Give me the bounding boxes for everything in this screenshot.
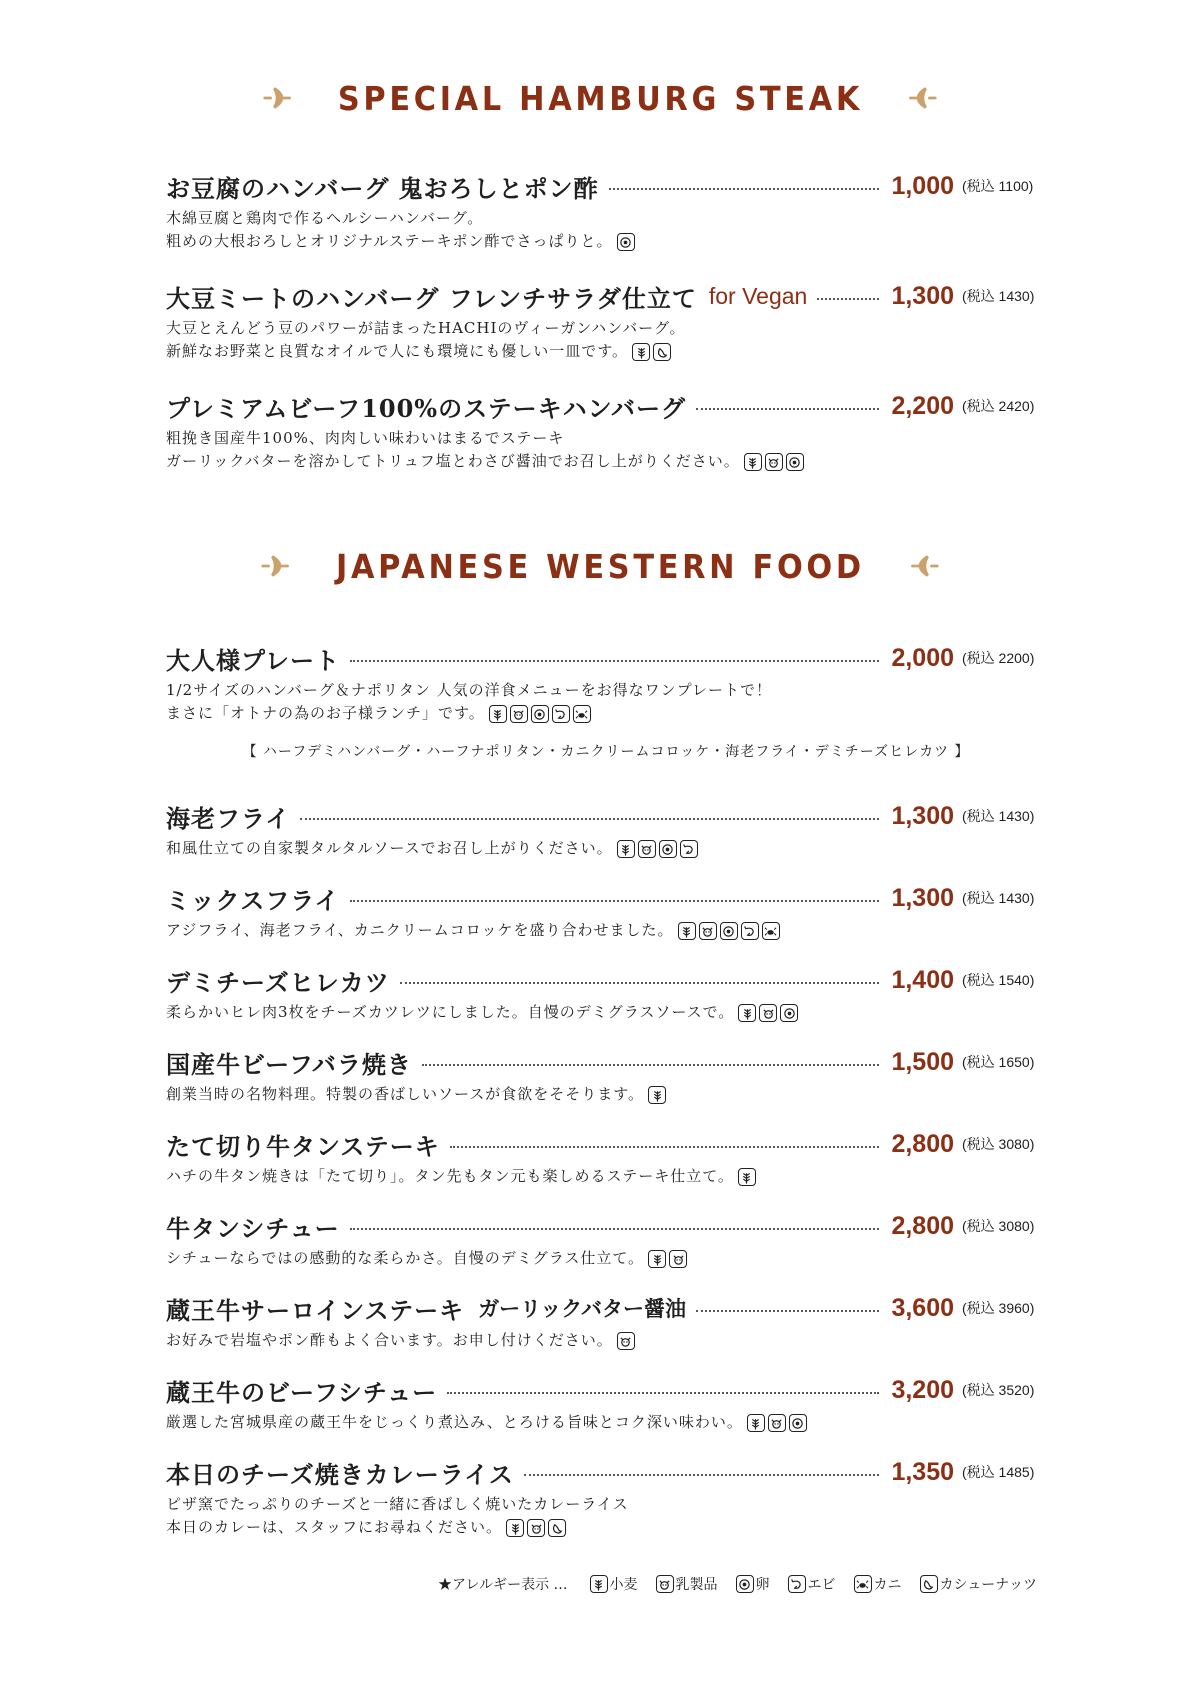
allergen-icons: [506, 1519, 566, 1537]
description-text: 創業当時の名物料理。特製の香ばしいソースが食欲をそそります。: [166, 1085, 645, 1103]
wheat-icon: [590, 1575, 608, 1593]
dairy-icon: [617, 1332, 635, 1350]
egg-icon: [531, 705, 549, 723]
section-title-hamburg: SPECIAL HAMBURG STEAK: [337, 78, 863, 118]
description-text: ピザ窯でたっぷりのチーズと一緒に香ばしく焼いたカレーライス: [166, 1495, 629, 1513]
menu-item: [166, 1044, 1046, 1106]
menu-item-tax-price: (税込 3520): [962, 1382, 1035, 1398]
allergen-icons: [678, 922, 780, 940]
crab-icon: [573, 705, 591, 723]
menu-item-description: [166, 1329, 1046, 1352]
dotted-leader: [524, 1474, 880, 1476]
legend-entry: [656, 1574, 718, 1594]
menu-item-name: 牛タンシチュー: [166, 1213, 340, 1243]
legend-entry: [920, 1574, 1037, 1594]
menu-item-price: 1,000: [891, 171, 954, 200]
description-line: [166, 1247, 1046, 1270]
menu-item-header: [166, 388, 1046, 424]
shrimp-icon: [680, 840, 698, 858]
ornament-left-icon: [261, 79, 299, 117]
menu-item: [166, 1372, 1046, 1434]
dotted-leader: [696, 408, 879, 410]
egg-icon: [720, 922, 738, 940]
dairy-icon: [669, 1250, 687, 1268]
menu-item-header: [166, 798, 1046, 834]
dotted-leader: [422, 1064, 880, 1066]
menu-item-name: 蔵王牛サーロインステーキ: [166, 1295, 465, 1325]
ornament-left-icon: [259, 547, 297, 585]
legend-entry-label: 卵: [755, 1577, 770, 1593]
egg-icon: [736, 1575, 754, 1593]
menu-item-tax-price: (税込 3080): [962, 1136, 1035, 1152]
shrimp-icon: [788, 1575, 806, 1593]
crab-icon: [762, 922, 780, 940]
description-text: アジフライ、海老フライ、カニクリームコロッケを盛り合わせました。: [166, 921, 674, 939]
legend-entry-label: カニ: [873, 1577, 902, 1593]
description-text: 新鮮なお野菜と良質なオイルで人にも環境にも優しい一皿です。: [166, 342, 629, 360]
legend-entry: [736, 1574, 770, 1594]
description-line: [166, 1001, 1046, 1024]
shrimp-icon: [552, 705, 570, 723]
description-text: まさに「オトナの為のお子様ランチ」です。: [166, 704, 485, 722]
allergen-icons: [648, 1250, 687, 1268]
menu-item-price: 3,200: [891, 1375, 954, 1404]
section-header-western: [0, 536, 1200, 596]
dairy-icon: [765, 453, 783, 471]
dotted-leader: [400, 982, 880, 984]
description-line: [166, 340, 1046, 363]
plate-contents-list: 【 ハーフデミハンバーグ・ハーフナポリタン・カニクリームコロッケ・海老フライ・デミチーズヒレカツ 】: [242, 744, 970, 760]
menu-item-tax-price: (税込 3960): [962, 1300, 1035, 1316]
allergen-icons: [744, 453, 804, 471]
menu-item-name: 海老フライ: [166, 803, 291, 833]
wheat-icon: [744, 453, 762, 471]
legend-entry-label: 乳製品: [675, 1577, 718, 1593]
dairy-icon: [527, 1519, 545, 1537]
dotted-leader: [609, 188, 880, 190]
legend-entry-label: 小麦: [609, 1577, 638, 1593]
description-text: ガーリックバターを溶かしてトリュフ塩とわさび醤油でお召し上がりください。: [166, 452, 740, 470]
menu-item-tax-price: (税込 1650): [962, 1054, 1035, 1070]
cashew-icon: [653, 343, 671, 361]
description-text: 和風仕立ての自家製タルタルソースでお召し上がりください。: [166, 839, 613, 857]
menu-item-header: [166, 278, 1046, 314]
menu-item-description: [166, 207, 1046, 253]
menu-item-name: お豆腐のハンバーグ 鬼おろしとポン酢: [166, 173, 599, 203]
dairy-icon: [759, 1004, 777, 1022]
menu-item-name: 大豆ミートのハンバーグ フレンチサラダ仕立て: [166, 283, 697, 313]
dairy-icon: [638, 840, 656, 858]
menu-item-name: デミチーズヒレカツ: [166, 967, 390, 997]
menu-item-description: [166, 679, 1046, 725]
description-line: [166, 450, 1046, 473]
menu-item-name: ミックスフライ: [166, 885, 340, 915]
description-line: [166, 427, 1046, 450]
menu-item-header: [166, 962, 1046, 998]
cashew-icon: [920, 1575, 938, 1593]
description-text: シチューならではの感動的な柔らかさ。自慢のデミグラス仕立て。: [166, 1249, 645, 1267]
menu-item-description: [166, 1493, 1046, 1539]
wheat-icon: [678, 922, 696, 940]
description-line: [166, 1083, 1046, 1106]
menu-item: [166, 798, 1046, 860]
wheat-icon: [747, 1414, 765, 1432]
description-text: 本日のカレーは、スタッフにお尋ねください。: [166, 1518, 503, 1536]
description-line: [166, 1411, 1046, 1434]
ornament-right-icon: [903, 547, 941, 585]
menu-item-subtitle: ガーリックバター醤油: [478, 1296, 686, 1321]
egg-icon: [659, 840, 677, 858]
shrimp-icon: [741, 922, 759, 940]
allergen-icons: [738, 1004, 798, 1022]
allergen-icons: [738, 1168, 756, 1186]
dotted-leader: [450, 1146, 880, 1148]
menu-item-description: [166, 919, 1046, 942]
wheat-icon: [738, 1004, 756, 1022]
menu-item-header: [166, 1454, 1046, 1490]
description-line: [166, 919, 1046, 942]
menu-item-description: [166, 1411, 1046, 1434]
description-text: 粗挽き国産牛100%、肉肉しい味わいはまるでステーキ: [166, 429, 565, 447]
menu-item: [166, 278, 1046, 363]
menu-item-name: 本日のチーズ焼きカレーライス: [166, 1459, 514, 1489]
menu-item-price: 3,600: [891, 1293, 954, 1322]
description-text: 粗めの大根おろしとオリジナルステーキポン酢でさっぱりと。: [166, 232, 613, 250]
allergen-icons: [617, 840, 698, 858]
section-title-western: JAPANESE WESTERN FOOD: [335, 546, 865, 586]
legend-entry-label: エビ: [807, 1577, 836, 1593]
menu-item: [166, 962, 1046, 1024]
menu-item-description: [166, 1165, 1046, 1188]
allergen-icons: [648, 1086, 666, 1104]
menu-item-price: 1,400: [891, 965, 954, 994]
egg-icon: [617, 233, 635, 251]
section-header-hamburg: [0, 68, 1200, 128]
allergen-icons: [617, 1332, 635, 1350]
menu-item-description: [166, 317, 1046, 363]
menu-item: [166, 388, 1046, 473]
wheat-icon: [489, 705, 507, 723]
menu-item-header: [166, 1044, 1046, 1080]
menu-item-tax-price: (税込 1430): [962, 890, 1035, 906]
menu-item-name: 大人様プレート: [166, 645, 341, 675]
wheat-icon: [632, 343, 650, 361]
legend-label: ★アレルギー表示 …: [438, 1577, 568, 1593]
menu-item: [166, 640, 1046, 761]
menu-item: [166, 1208, 1046, 1270]
menu-item-price: 2,000: [891, 643, 954, 672]
dairy-icon: [510, 705, 528, 723]
menu-item-price: 1,300: [891, 281, 954, 310]
menu-item-header: [166, 640, 1046, 676]
legend-entry-label: カシューナッツ: [939, 1577, 1037, 1593]
egg-icon: [780, 1004, 798, 1022]
wheat-icon: [617, 840, 635, 858]
menu-item-tax-price: (税込 3080): [962, 1218, 1035, 1234]
menu-item-tax-price: (税込 1430): [962, 288, 1035, 304]
description-line: [166, 679, 1046, 702]
menu-item: [166, 880, 1046, 942]
description-line: [166, 317, 1046, 340]
dotted-leader: [350, 900, 880, 902]
description-text: 大豆とえんどう豆のパワーが詰まったHACHIのヴィーガンハンバーグ。: [166, 319, 686, 337]
menu-item-header: [166, 1208, 1046, 1244]
description-line: [166, 702, 1046, 725]
menu-item-tax-price: (税込 2200): [962, 650, 1035, 666]
menu-item: [166, 1126, 1046, 1188]
description-line: [166, 1329, 1046, 1352]
menu-item-tax-price: (税込 1540): [962, 972, 1035, 988]
menu-item-header: [166, 1126, 1046, 1162]
dairy-icon: [768, 1414, 786, 1432]
menu-item-tax-price: (税込 1430): [962, 808, 1035, 824]
menu-item-price: 2,800: [891, 1129, 954, 1158]
menu-item-price: 1,350: [891, 1457, 954, 1486]
description-line: [166, 1493, 1046, 1516]
menu-item-name: 蔵王牛のビーフシチュー: [166, 1377, 438, 1407]
menu-item-tax-price: (税込 1100): [962, 178, 1034, 194]
legend-entries: [572, 1574, 1037, 1594]
menu-item-tax-price: (税込 1485): [962, 1464, 1035, 1480]
menu-item: [166, 168, 1046, 253]
wheat-icon: [648, 1086, 666, 1104]
description-text: 柔らかいヒレ肉3枚をチーズカツレツにしました。自慢のデミグラスソースで。: [166, 1003, 735, 1021]
ornament-right-icon: [901, 79, 939, 117]
description-text: 厳選した宮城県産の蔵王牛をじっくり煮込み、とろける旨味とコク深い味わい。: [166, 1413, 743, 1431]
allergen-icons: [489, 705, 591, 723]
dairy-icon: [656, 1575, 674, 1593]
menu-item-description: [166, 427, 1046, 473]
allergen-icons: [617, 233, 635, 251]
menu-item-description: [166, 837, 1046, 860]
allergen-legend: [438, 1574, 1138, 1594]
allergen-icons: [747, 1414, 807, 1432]
legend-entry: [788, 1574, 836, 1594]
egg-icon: [789, 1414, 807, 1432]
legend-entry: [854, 1574, 902, 1594]
wheat-icon: [506, 1519, 524, 1537]
description-text: 1/2サイズのハンバーグ＆ナポリタン 人気の洋食メニューをお得なワンプレートで！: [166, 681, 773, 699]
egg-icon: [786, 453, 804, 471]
description-line: [166, 230, 1046, 253]
menu-item-price: 1,500: [891, 1047, 954, 1076]
menu-item-price: 2,800: [891, 1211, 954, 1240]
dotted-leader: [350, 1228, 880, 1230]
dotted-leader: [300, 818, 879, 820]
vegan-tag: for Vegan: [708, 282, 808, 309]
description-line: [166, 1165, 1046, 1188]
wheat-icon: [648, 1250, 666, 1268]
dotted-leader: [696, 1310, 879, 1312]
description-text: 木綿豆腐と鶏肉で作るヘルシーハンバーグ。: [166, 209, 484, 227]
wheat-icon: [738, 1168, 756, 1186]
dairy-icon: [699, 922, 717, 940]
menu-item: [166, 1454, 1046, 1539]
menu-item-name: 国産牛ビーフバラ焼き: [166, 1049, 412, 1079]
menu-item-price: 1,300: [891, 801, 954, 830]
description-line: [166, 207, 1046, 230]
cashew-icon: [548, 1519, 566, 1537]
dotted-leader: [350, 660, 879, 662]
menu-item-name: プレミアムビーフ100%のステーキハンバーグ: [166, 393, 686, 423]
menu-item-name: たて切り牛タンステーキ: [166, 1131, 440, 1161]
menu-item-description: [166, 1247, 1046, 1270]
description-text: お好みで岩塩やポン酢もよく合います。お申し付けください。: [166, 1331, 613, 1349]
menu-item-description: [166, 1083, 1046, 1106]
menu-item-header: [166, 168, 1046, 204]
menu-item-price: 2,200: [891, 391, 954, 420]
allergen-icons: [632, 343, 671, 361]
menu-item-tax-price: (税込 2420): [962, 398, 1035, 414]
description-text: ハチの牛タン焼きは「たて切り」。タン先もタン元も楽しめるステーキ仕立て。: [166, 1167, 734, 1185]
menu-item-header: [166, 880, 1046, 916]
description-line: [166, 837, 1046, 860]
menu-item-price: 1,300: [891, 883, 954, 912]
menu-item-header: [166, 1372, 1046, 1408]
legend-entry: [590, 1574, 638, 1594]
crab-icon: [854, 1575, 872, 1593]
menu-item-header: [166, 1290, 1046, 1326]
menu-item: [166, 1290, 1046, 1352]
dotted-leader: [817, 298, 879, 300]
description-line: [166, 1516, 1046, 1539]
dotted-leader: [447, 1392, 879, 1394]
menu-item-description: [166, 1001, 1046, 1024]
